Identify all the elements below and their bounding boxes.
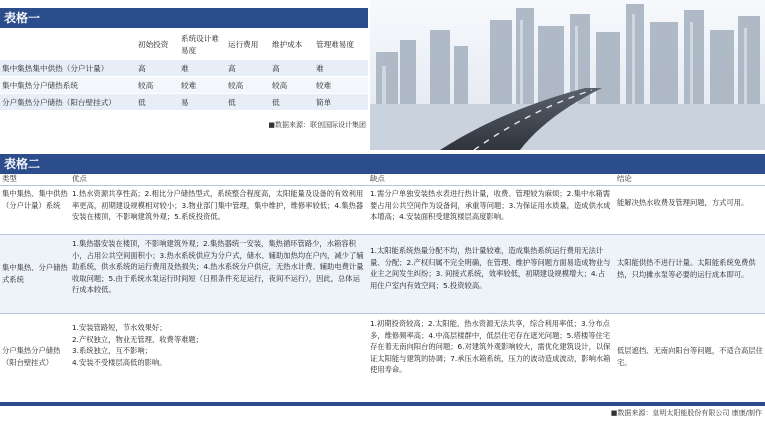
- table1-header-cell: 运行费用: [228, 39, 259, 49]
- table2-conclusion-cell: 能解决热水收费及管理问题，方式可用。: [617, 198, 749, 207]
- table2-pros-cell: 1.安装管路短，节水效果好； 2.产权独立，物业无管理、收费等难题； 3.系统独立，互不影响； 4.安装不受楼层高低的影响。: [72, 323, 204, 367]
- table1-cell: 高: [270, 60, 314, 77]
- table2-pros-cell: 1.热水资源共享性高；2.相比分户储热型式，系统整合程度高，太阳能量及设备的有效利用率更高，初期建设规模相对较小；3.物业部门集中管理，集中维护，维修率较低；4.集热器安装在楼顶，不影响建筑外观；5.系统投资低。: [72, 189, 364, 222]
- table1-cell: 低: [226, 94, 270, 111]
- table-row: [0, 77, 368, 94]
- table1-header-row: [0, 30, 368, 60]
- table2-cons-cell: 1.太阳能系统热量分配不均，热计量较难，造成集热系统运行费用无法计量、分配；2.产权归属不完全明确，在管理、维护等问题方面易造成物业与业主之间发生纠纷；3. 间接式系统，效率较低，初期建设规模增大；4.占用住户室内有效空间；5.投资较高。: [370, 246, 611, 290]
- table1-cell: 高: [226, 60, 270, 77]
- table2-cons-cell: 1.初期投资较高；2.太阳能、热水资源无法共享，综合利用率低；3.分布点多，维修频率高；4.中高层楼群中，低层住宅存在遮光问题；5.塔楼等住宅存在着无南向阳台的问题；6.对建筑外观影响较大，需优化建筑设计，以保证太阳能与建筑的协调；7.承压水箱系统，压力的波动造成波动，影响水箱使用寿命。: [370, 319, 611, 375]
- table2-title: 表格二: [0, 154, 765, 174]
- table2-conclusion-cell: 太阳能供热不进行计量。太阳能系统免费供热，只均摊水泵等必要的运行成本即可。: [617, 258, 756, 279]
- table2-source-note: ■数据来源：皇明太阳能股份有限公司 康康/制作: [610, 409, 762, 417]
- table2-header-conclusion: 结论: [617, 174, 632, 183]
- table1-header-cell: [0, 30, 136, 60]
- table1-source-note: ■数据来源：联创国际设计集团: [268, 121, 366, 129]
- table1-header-cell: 初始投资: [138, 39, 169, 49]
- table2-pros-cell: 1.集热器安装在楼顶，不影响建筑外观；2.集热器统一安装，集热循环管路少，水箱容积小，占用公共空间面积小；3.热水系统供应为分户式，储水、辅助加热均在户内，减少了辅助系统，供水系统的运行费用及热损失；4.热水系统分户供应，无热水计费、辅助电费计量收取问题；5.由于系统水泵运行时间短（日照条件充足运行，夜间不运行），因此，总体运行成本较低。: [72, 239, 364, 295]
- table1-cell: 难: [179, 60, 226, 77]
- table2-header-cons: 缺点: [370, 174, 385, 183]
- table1-title: 表格一: [0, 8, 368, 28]
- table2-type-cell: 集中集热、分户储热式系统: [2, 263, 68, 284]
- table2-cons-cell: 1.需分户单独安装热水表进行热计量，收费、管理较为麻烦；2.集中水箱需要占用公共空间作为设备间，承重等问题；3.为保证用水质量，造成供水成本增高；4.安装面积受建筑楼层高度影响。: [370, 189, 611, 222]
- table1-cell: 较高: [136, 77, 179, 94]
- table1-cell: 简单: [314, 94, 368, 111]
- city-road-illustration: [370, 0, 765, 150]
- table1-header-cell: 管理难易度: [316, 39, 354, 49]
- table2-type-cell: 分户集热分户储热（阳台壁挂式）: [2, 346, 61, 367]
- table2-header-type: 类型: [2, 174, 17, 183]
- table1-cell: 低: [270, 94, 314, 111]
- table1-cell: 难: [314, 60, 368, 77]
- table-row: [0, 60, 368, 77]
- table1-cell: 较高: [226, 77, 270, 94]
- table2-type-cell: 集中集热、集中供热（分户计量）系统: [2, 189, 68, 210]
- table1-cell: 集中集热分户储热系统: [0, 77, 136, 94]
- table2-conclusion-cell: 低层遮挡、无南向阳台等问题，不适合高层住宅。: [617, 346, 763, 367]
- table-row: [0, 94, 368, 111]
- table1-cell: 较难: [179, 77, 226, 94]
- table1-cell: 高: [136, 60, 179, 77]
- table1-cell: 较高: [270, 77, 314, 94]
- table1-cell: 较难: [314, 77, 368, 94]
- table1-cell: 集中集热集中供热（分户计量）: [0, 60, 136, 77]
- bottom-rule: [0, 402, 765, 406]
- table1-header-cell: 维护成本: [272, 39, 303, 49]
- table1-cell: 分户集热分户储热（阳台壁挂式）: [0, 94, 136, 111]
- table2-header-pros: 优点: [72, 174, 87, 183]
- table1-cell: 低: [136, 94, 179, 111]
- table1-cell: 易: [179, 94, 226, 111]
- table1: [0, 30, 368, 110]
- table1-header-cell: 系统设计难易度: [181, 33, 219, 55]
